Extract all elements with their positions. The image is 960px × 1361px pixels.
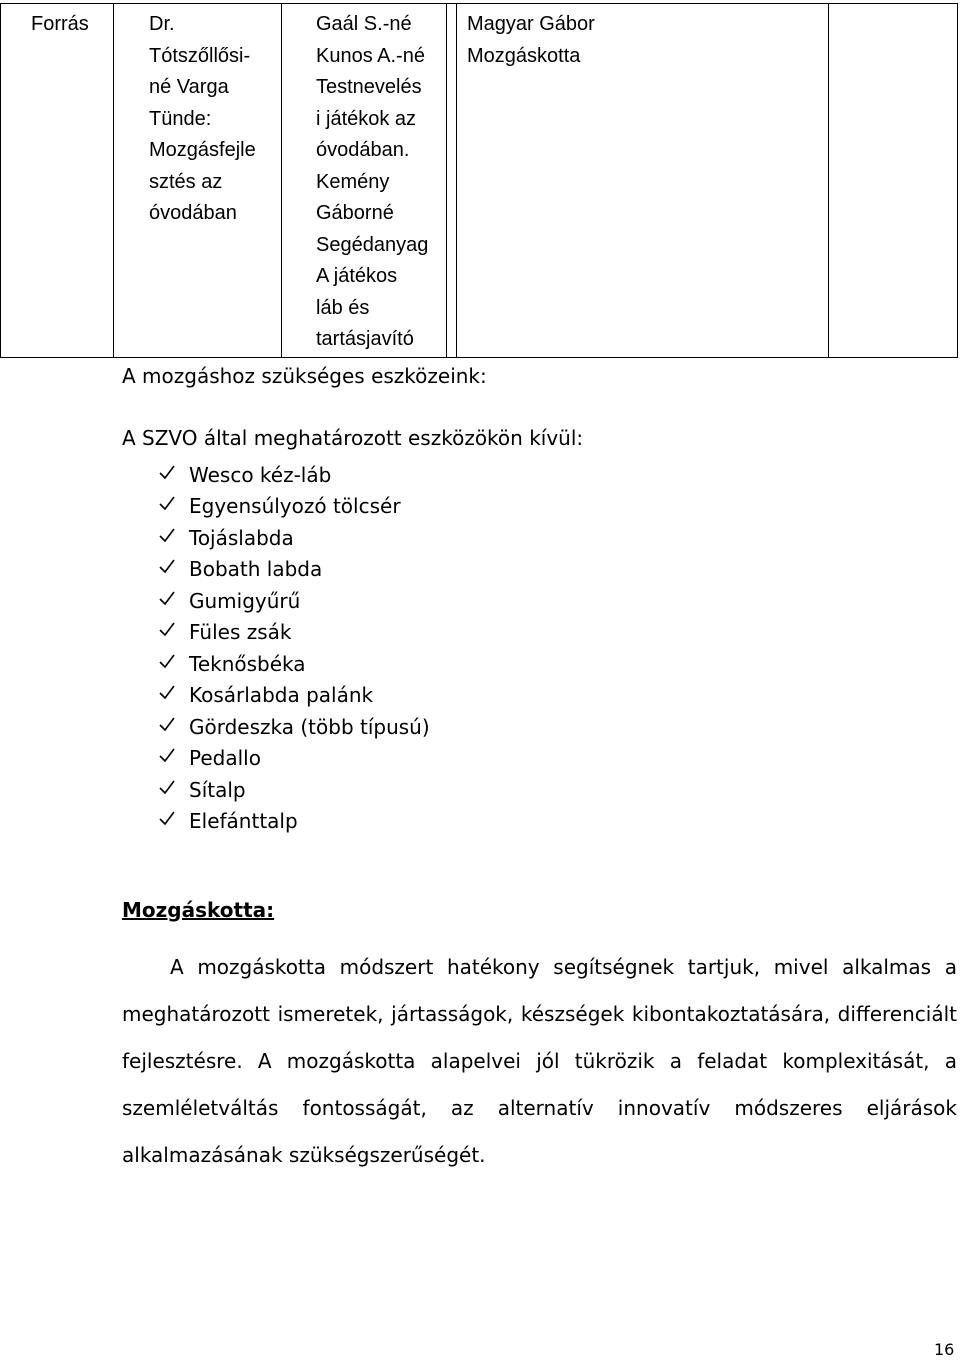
checkmark-icon — [158, 494, 176, 512]
empty-cell — [829, 4, 958, 358]
body-paragraph: A mozgáskotta módszert hatékony segítségnek tartjuk, mivel alkalmas a meghatározott ismeretek, jártasságok, készségek kibontakoztatására, differenciált fejlesztésre. A mozgáskotta alapelvei jól tükrözik a feladat komplexitását, a szemléletváltás fontosságát, az alternatív innovatív módszeres eljárások alkalmazásának szükségszerűségét. — [122, 955, 957, 1167]
tool-name: Kosárlabda palánk — [189, 683, 374, 708]
checkmark-icon — [158, 652, 176, 670]
source-1-line: sztés az — [149, 170, 223, 193]
sources-label-cell — [1, 4, 114, 358]
list-item — [158, 743, 430, 775]
checkmark-icon — [158, 715, 176, 733]
list-item — [158, 806, 430, 838]
checkmark-icon — [158, 589, 176, 607]
source-cell-2 — [282, 4, 447, 358]
source-1-line: né Varga — [149, 76, 229, 98]
source-2-line: tartásjavító — [316, 328, 414, 350]
tool-name: Gördeszka (több típusú) — [189, 714, 430, 739]
tools-checklist — [158, 459, 430, 837]
source-2-line: Testnevelés — [316, 76, 422, 98]
source-2-line: óvodában. — [316, 139, 410, 161]
tool-name: Teknősbéka — [189, 651, 306, 676]
list-item — [158, 648, 430, 680]
empty-cell — [447, 4, 457, 358]
list-item — [158, 617, 430, 649]
source-2-line: láb és — [316, 296, 370, 319]
source-2-line: Gáborné — [316, 202, 394, 224]
source-cell-3 — [457, 4, 829, 358]
checkmark-icon — [158, 683, 176, 701]
list-item — [158, 585, 430, 617]
source-1-line: óvodában — [149, 202, 237, 224]
tool-name: Wesco kéz-láb — [189, 462, 332, 487]
source-3-line: Magyar Gábor — [467, 13, 595, 35]
tool-name: Egyensúlyozó tölcsér — [189, 494, 401, 519]
section-title: Mozgáskotta: — [122, 898, 275, 922]
page-number: 16 — [934, 1340, 955, 1359]
source-cell-1 — [114, 4, 282, 358]
tools-heading: A mozgáshoz szükséges eszközeink: — [122, 364, 487, 388]
tools-intro: A SZVO által meghatározott eszközökön kívül: — [122, 426, 584, 450]
list-item — [158, 459, 430, 491]
checkmark-icon — [158, 526, 176, 544]
tool-name: Pedallo — [189, 746, 261, 771]
checkmark-icon — [158, 778, 176, 796]
source-3-line: Mozgáskotta — [467, 44, 581, 67]
checkmark-icon — [158, 463, 176, 481]
source-2-line: A játékos — [316, 265, 398, 287]
sources-table — [0, 3, 958, 358]
list-item — [158, 711, 430, 743]
tool-name: Tojáslabda — [189, 525, 294, 550]
checkmark-icon — [158, 620, 176, 638]
checkmark-icon — [158, 809, 176, 827]
source-2-line: Kemény — [316, 170, 390, 193]
tool-name: Füles zsák — [189, 620, 292, 645]
source-1-line: Tünde: — [149, 107, 212, 130]
tool-name: Sítalp — [189, 777, 246, 802]
list-item — [158, 522, 430, 554]
source-1-line: Dr. — [149, 13, 175, 35]
list-item — [158, 680, 430, 712]
list-item — [158, 774, 430, 806]
source-2-line: Segédanyag — [316, 233, 429, 256]
source-2-line: i játékok az — [316, 107, 417, 130]
checkmark-icon — [158, 746, 176, 764]
source-1-line: Tótszőllősi- — [149, 44, 251, 67]
list-item — [158, 554, 430, 586]
tool-name: Bobath labda — [189, 557, 323, 582]
sources-label: Forrás — [31, 13, 89, 35]
list-item — [158, 491, 430, 523]
tool-name: Elefánttalp — [189, 809, 298, 834]
tool-name: Gumigyűrű — [189, 588, 301, 613]
source-2-line: Kunos A.-né — [316, 44, 425, 67]
source-2-line: Gaál S.-né — [316, 13, 412, 35]
checkmark-icon — [158, 557, 176, 575]
source-1-line: Mozgásfejle — [149, 139, 256, 161]
